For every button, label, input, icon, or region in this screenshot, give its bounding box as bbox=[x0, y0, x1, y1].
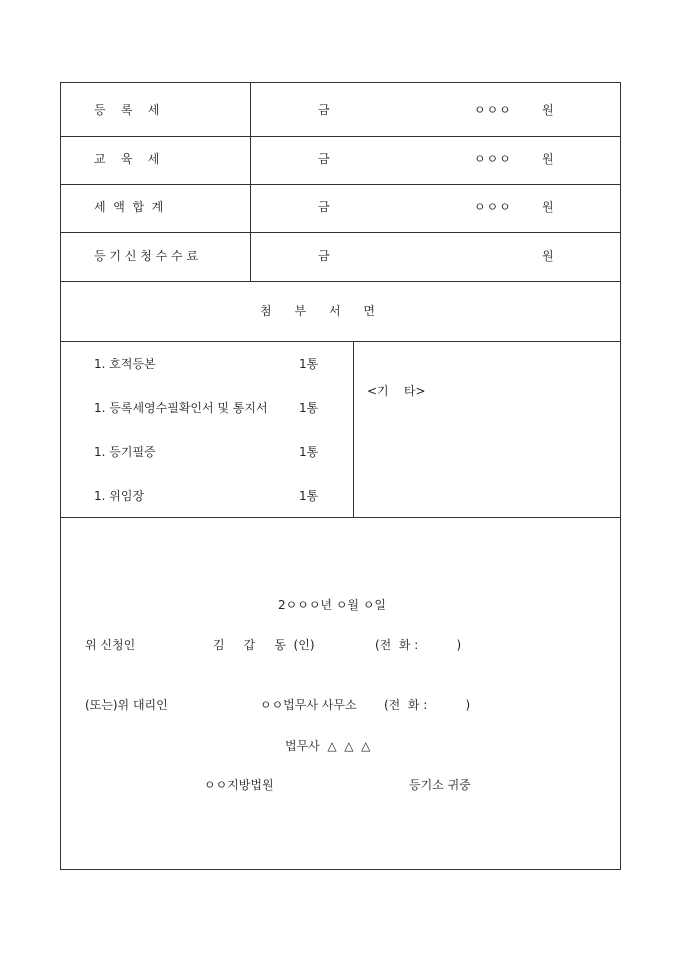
label-column-divider bbox=[250, 83, 251, 281]
attachments-heading: 첨 부 서 면 bbox=[260, 304, 376, 318]
fee-currency: 금 bbox=[318, 200, 330, 214]
attachment-count: 1통 bbox=[299, 489, 319, 503]
attachment-column-divider bbox=[353, 341, 354, 517]
registration-fee-form bbox=[60, 82, 621, 870]
fee-label: 등 록 세 bbox=[94, 103, 160, 117]
attachment-count: 1통 bbox=[299, 445, 319, 459]
other-label: <기 타> bbox=[367, 384, 426, 398]
agent-label: (또는)위 대리인 bbox=[85, 698, 168, 712]
filing-date: 2ㅇㅇㅇ년 ㅇ월 ㅇ일 bbox=[278, 598, 387, 612]
fee-unit: 원 bbox=[542, 152, 554, 166]
row-divider bbox=[61, 232, 620, 233]
fee-unit: 원 bbox=[542, 200, 554, 214]
applicant-label: 위 신청인 bbox=[85, 638, 136, 652]
fee-currency: 금 bbox=[318, 152, 330, 166]
fee-amount: ㅇㅇㅇ bbox=[474, 152, 512, 166]
attachment-item: 1. 등록세영수필확인서 및 통지서 bbox=[94, 401, 268, 415]
fee-label: 교 육 세 bbox=[94, 152, 160, 166]
registry-office: 등기소 귀중 bbox=[409, 778, 471, 792]
applicant-name: 김 갑 동 (인) bbox=[213, 638, 315, 652]
row-divider bbox=[61, 341, 620, 342]
applicant-phone: (전 화 : ) bbox=[375, 638, 462, 652]
fee-label: 등 기 신 청 수 수 료 bbox=[94, 249, 199, 263]
attachment-item: 1. 호적등본 bbox=[94, 357, 156, 371]
row-divider bbox=[61, 184, 620, 185]
lawyer-name: 법무사 △ △ △ bbox=[285, 739, 371, 753]
fee-amount: ㅇㅇㅇ bbox=[474, 103, 512, 117]
agent-phone: (전 화 : ) bbox=[384, 698, 471, 712]
fee-amount: ㅇㅇㅇ bbox=[474, 200, 512, 214]
agent-office: ㅇㅇ법무사 사무소 bbox=[260, 698, 357, 712]
attachment-item: 1. 등기필증 bbox=[94, 445, 156, 459]
fee-currency: 금 bbox=[318, 103, 330, 117]
attachment-count: 1통 bbox=[299, 357, 319, 371]
row-divider bbox=[61, 517, 620, 518]
fee-unit: 원 bbox=[542, 103, 554, 117]
row-divider bbox=[61, 136, 620, 137]
fee-unit: 원 bbox=[542, 249, 554, 263]
row-divider bbox=[61, 281, 620, 282]
fee-label: 세 액 합 계 bbox=[94, 200, 164, 214]
attachment-count: 1통 bbox=[299, 401, 319, 415]
fee-currency: 금 bbox=[318, 249, 330, 263]
attachment-item: 1. 위임장 bbox=[94, 489, 145, 503]
court-name: ㅇㅇ지방법원 bbox=[204, 778, 274, 792]
